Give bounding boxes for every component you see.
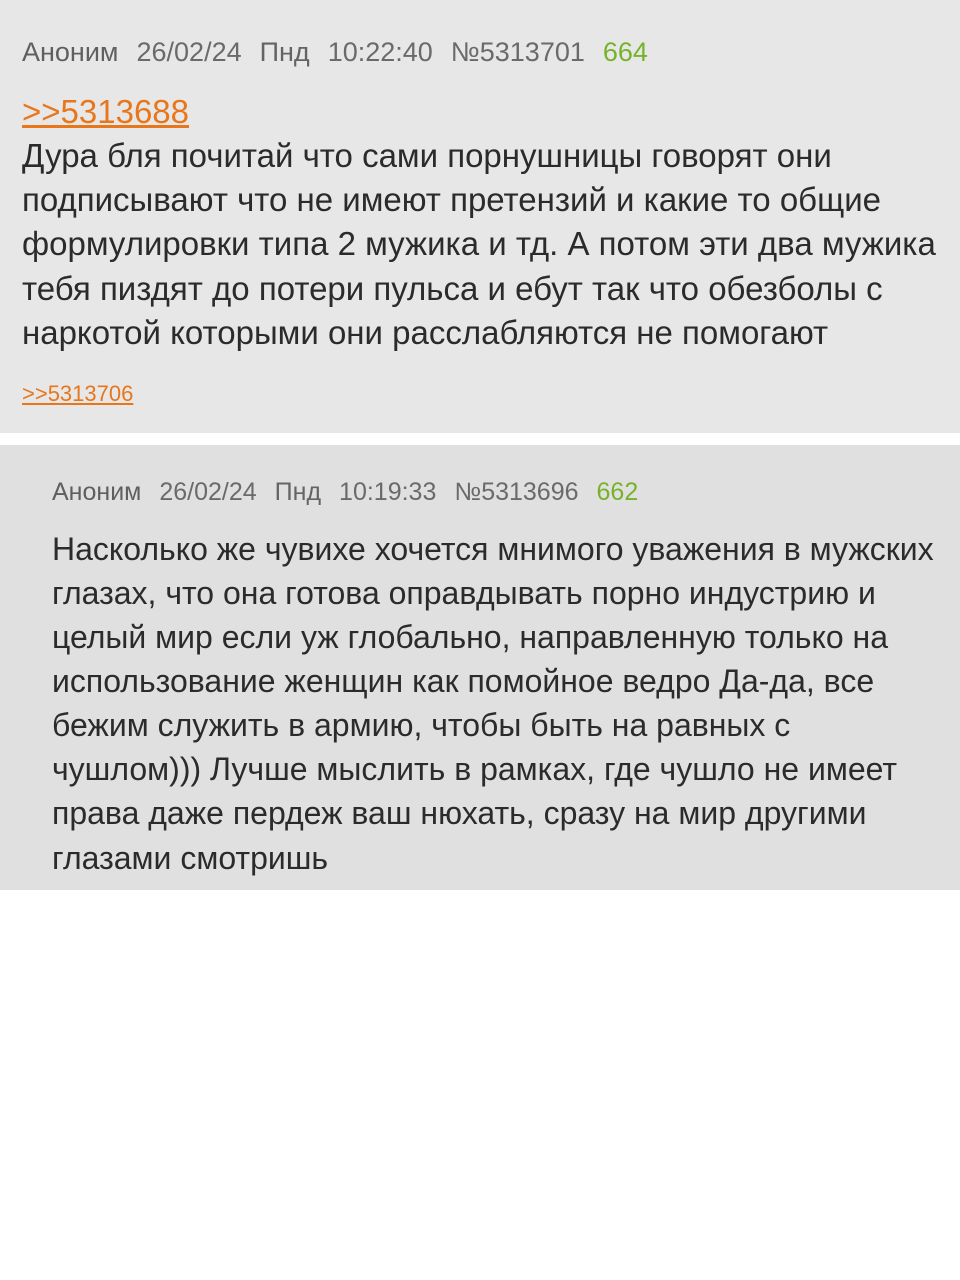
quote-link[interactable]: >>5313688 [22, 92, 190, 130]
post-date: 26/02/24 [159, 478, 257, 506]
post [0, 0, 960, 433]
post-body [22, 90, 938, 355]
post-number[interactable]: №5313696 [454, 478, 579, 506]
reply-reference [22, 381, 938, 407]
post [0, 445, 960, 890]
post-time: 10:22:40 [327, 37, 433, 67]
post-header [22, 479, 938, 507]
reply-link[interactable]: >>5313706 [22, 381, 134, 406]
post-author: Аноним [52, 478, 142, 506]
post-body [22, 527, 938, 880]
post-counter: 664 [602, 37, 648, 67]
post-time: 10:19:33 [339, 478, 437, 506]
post-weekday: Пнд [274, 478, 322, 506]
post-counter: 662 [596, 478, 639, 506]
post-text: Насколько же чувихе хочется мнимого уважения в мужских глазах, что она готова оправдывать порно индустрию и целый мир если уж глобально, направленную только на использование женщин как помойное ведро Да-да, все бежим служить в армию, чтобы быть на равных с чушлом))) Лучше мыслить в рамках, где чушло не имеет права даже пердеж ваш нюхать, сразу на мир другими глазами смотришь [52, 530, 934, 876]
post-separator [0, 433, 960, 445]
post-text: Дура бля почитай что сами порнушницы говорят они подписывают что не имеют претензий и какие то общие формулировки типа 2 мужика и тд. А потом эти два мужика тебя пиздят до потери пульса и ебут так что обезболы с наркотой которыми они расслабляются не помогают [22, 136, 936, 351]
post-weekday: Пнд [259, 37, 310, 67]
post-date: 26/02/24 [136, 37, 242, 67]
post-author: Аноним [22, 37, 119, 67]
post-number[interactable]: №5313701 [450, 37, 585, 67]
post-header [22, 38, 938, 68]
